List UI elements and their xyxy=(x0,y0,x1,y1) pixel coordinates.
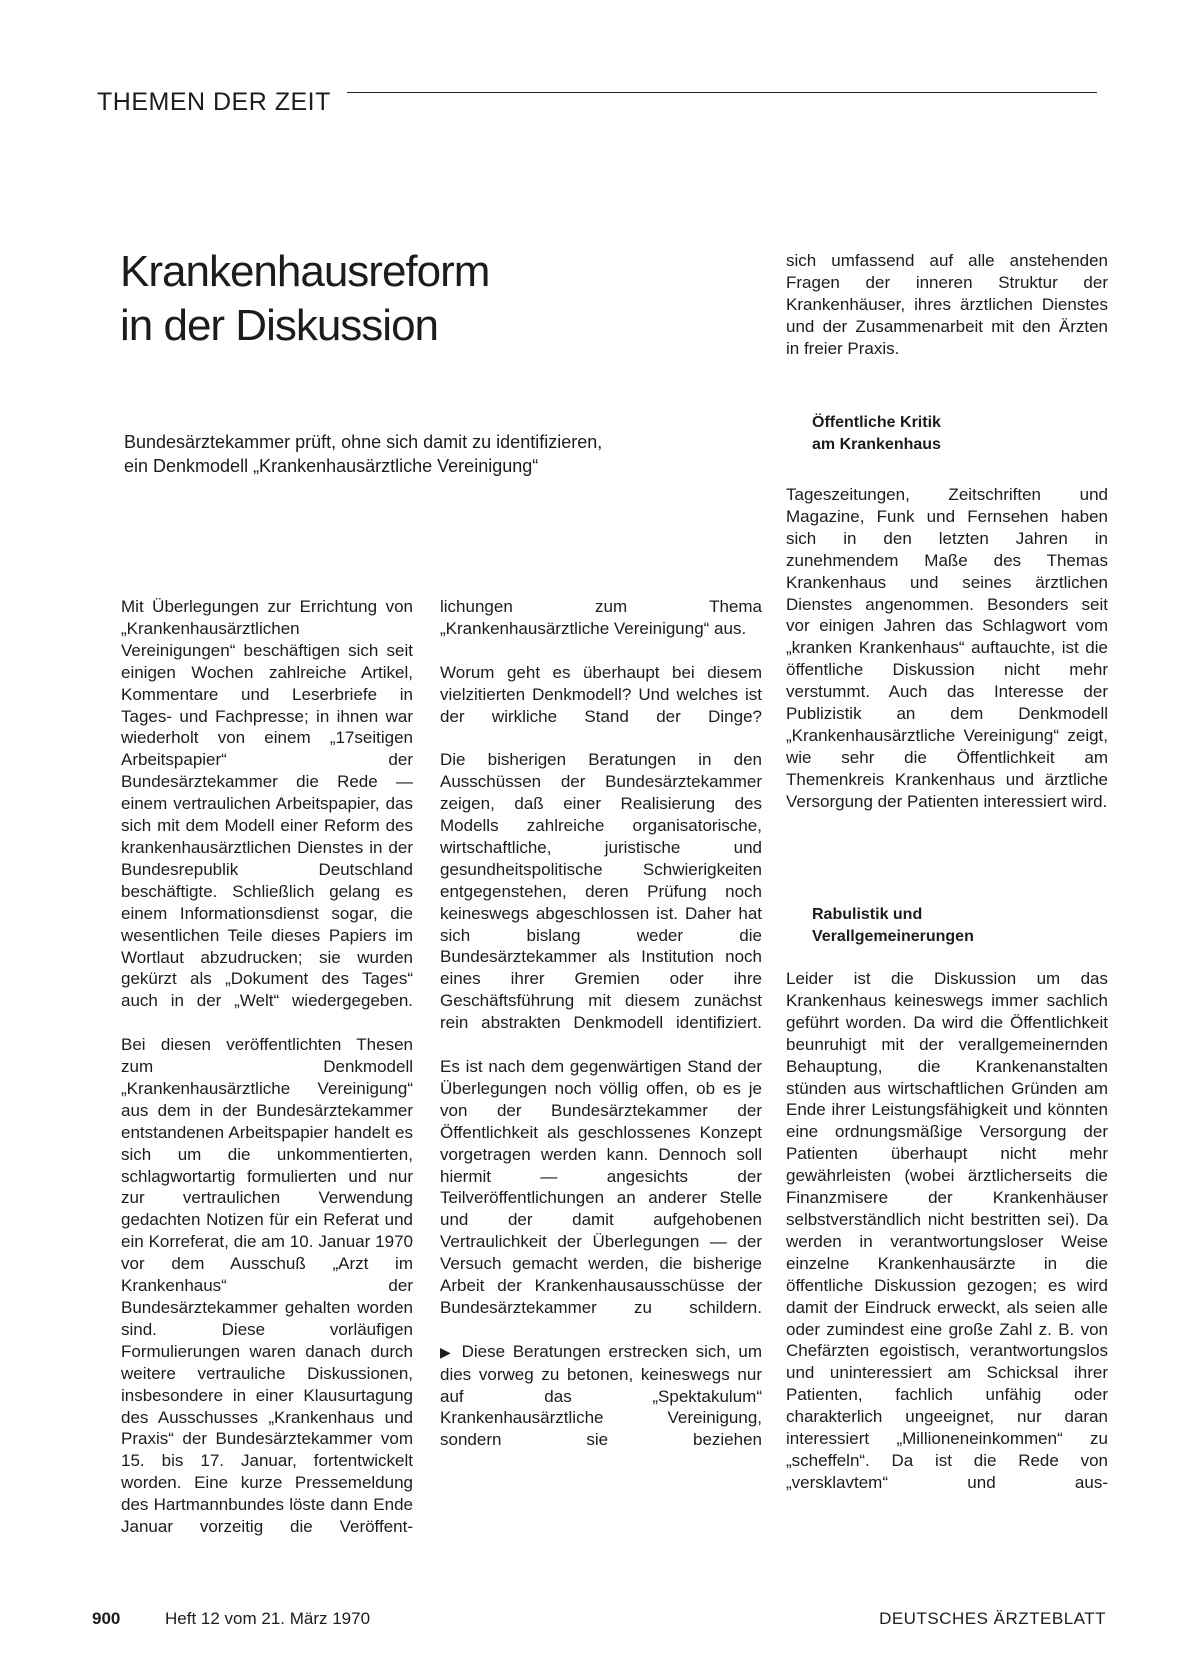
header-rule xyxy=(347,92,1097,93)
title-line-2: in der Diskussion xyxy=(120,301,439,350)
heading-line: Öffentliche Kritik xyxy=(812,414,941,431)
article-title xyxy=(120,245,720,353)
paragraph xyxy=(440,1341,762,1452)
paragraph: Leider ist die Diskussion um das Krankenhaus keineswegs immer sachlich geführt worden. Da wird die Öffentlichkeit beunruhigt mit der verallgemeinernden Behauptung, die Krankenanstalten stünden aus wirtschaftlichen Gründen am Ende ihrer Leistungsfähigkeit und könnten eine ordnungsmäßige Versorgung der Patienten überhaupt nicht mehr gewährleisten (wobei ärztlicherseits die Finanzmisere der Krankenhäuser selbstverständlich nicht bestritten sei). Da werden in verantwortungsloser Weise einzelne Krankenhausärzte in die öffentliche Diskussion gezogen; es wird damit der Eindruck erweckt, als seien alle oder zumindest eine große Zahl z. B. von Chefärzten egoistisch, verantwortungslos und uninteressiert am Schicksal ihrer Patienten, fachlich unfähig oder charakterlich ungeeignet, nur daran interessiert „Millioneneinkommen“ zu „scheffeln“. Da ist die Rede von „versklavtem“ und aus- xyxy=(786,969,1108,1492)
publication-name: DEUTSCHES ÄRZTEBLATT xyxy=(879,1609,1106,1628)
section-label: THEMEN DER ZEIT xyxy=(97,88,331,116)
page-number: 900 xyxy=(92,1609,121,1628)
heading-line: Verallgemeinerungen xyxy=(812,928,974,945)
text-column-2 xyxy=(440,596,762,1451)
paragraph: lichungen zum Thema „Krankenhausärztliche Vereinigung“ aus. xyxy=(440,597,762,638)
text-column-3-intro xyxy=(786,250,1108,360)
paragraph-text: Diese Beratungen erstrecken sich, um dies vorweg zu betonen, keineswegs nur auf das „Spektakulum“ Krankenhausärztliche Vereinigung, sondern sie beziehen xyxy=(440,1341,762,1450)
issue-info: Heft 12 vom 21. März 1970 xyxy=(165,1609,371,1628)
paragraph: Mit Überlegungen zur Errichtung von „Krankenhausärztlichen Vereinigungen“ beschäftigen sich seit einigen Wochen zahlreiche Artikel, Kommentare und Leserbriefe in Tages- und Fachpresse; in ihnen war wiederholt von einem „17seitigen Arbeitspapier“ der Bundesärztekammer die Rede — einem vertraulichen Arbeitspapier, das sich mit dem Modell einer Reform des krankenhausärztlichen Dienstes in der Bundesrepublik Deutschland beschäftigte. Schließlich gelang es einem Informationsdienst sogar, die wesentlichen Teile dieses Papiers im Wortlaut abzudrucken; sie wurden gekürzt als „Dokument des Tages“ auch in der „Welt“ wiedergegeben. xyxy=(121,597,413,1011)
subtitle-line-1: Bundesärztekammer prüft, ohne sich damit zu identifizieren, xyxy=(124,432,603,452)
section-heading xyxy=(812,904,1092,948)
paragraph: Worum geht es überhaupt bei diesem vielzitierten Denkmodell? Und welches ist der wirkliche Stand der Dinge? xyxy=(440,662,762,726)
article-subtitle xyxy=(124,430,684,478)
paragraph: sich umfassend auf alle anstehenden Fragen der inneren Struktur der Krankenhäuser, ihres ärztlichen Dienstes und der Zusammenarbeit mit den Ärzten in freier Praxis. xyxy=(786,251,1108,358)
paragraph: Die bisherigen Beratungen in den Ausschüssen der Bundesärztekammer zeigen, daß einer Realisierung des Modells zahlreiche organisatorische, wirtschaftliche, juristische und gesundheitspolitische Schwierigkeiten entgegenstehen, deren Prüfung noch keineswegs abgeschlossen ist. Daher hat sich bislang weder die Bundesärztekammer als Institution noch eines ihrer Gremien oder ihre Geschäftsführung mit diesem zunächst rein abstrakten Denkmodell identifiziert. xyxy=(440,750,762,1033)
heading-line: am Krankenhaus xyxy=(812,436,941,453)
section-header xyxy=(97,88,1097,128)
paragraph: Es ist nach dem gegenwärtigen Stand der Überlegungen noch völlig offen, ob es je von der Bundesärztekammer der Öffentlichkeit als geschlossenes Konzept vorgetragen werden kann. Dennoch soll hiermit — angesichts der Teilveröffentlichungen an anderer Stelle und der damit aufgehobenen Vertraulichkeit der Überlegungen — der Versuch gemacht werden, die bisherige Arbeit der Krankenhausausschüsse der Bundesärztekammer zu schildern. xyxy=(440,1056,762,1317)
title-line-1: Krankenhausreform xyxy=(120,247,490,296)
text-column-3 xyxy=(786,484,1108,813)
paragraph: Tageszeitungen, Zeitschriften und Magazine, Funk und Fernsehen haben sich in den letzten Jahren in zunehmendem Maße des Themas Krankenhaus und seines ärztlichen Dienstes angenommen. Besonders seit vor einigen Jahren das Schlagwort vom „kranken Krankenhaus“ auftauchte, ist die öffentliche Diskussion nicht mehr verstummt. Auch das Interesse der Publizistik an dem Denkmodell „Krankenhausärztliche Vereinigung“ zeigt, wie sehr die Öffentlichkeit am Themenkreis Krankenhaus und ärztliche Versorgung der Patienten interessiert wird. xyxy=(786,485,1108,811)
paragraph: Bei diesen veröffentlichten Thesen zum Denkmodell „Krankenhausärztliche Vereinigung“ aus dem in der Bundesärztekammer entstandenen Arbeitspapier handelt es sich um die unkommentierten, schlagwortartig formulierten und nur zur vertraulichen Verwendung gedachten Notizen für ein Referat und ein Korreferat, die am 10. Januar 1970 vor dem Ausschuß „Arzt im Krankenhaus“ der Bundesärztekammer gehalten worden sind. Diese vorläufigen Formulierungen waren danach durch weitere vertrauliche Diskussionen, insbesondere in einer Klausurtagung des Ausschusses „Krankenhaus und Praxis“ der Bundesärztekammer vom 15. bis 17. Januar, fortentwickelt worden. Eine kurze Pressemeldung des Hartmannbundes löste dann Ende Januar vorzeitig die Veröffent- xyxy=(121,1035,413,1537)
section-heading xyxy=(812,412,1092,456)
subtitle-line-2: ein Denkmodell „Krankenhausärztliche Vereinigung“ xyxy=(124,456,539,476)
text-column-1 xyxy=(121,596,413,1538)
heading-line: Rabulistik und xyxy=(812,906,923,923)
triangle-arrow-icon: ▶ xyxy=(440,1343,454,1360)
text-column-3-continued xyxy=(786,968,1108,1494)
